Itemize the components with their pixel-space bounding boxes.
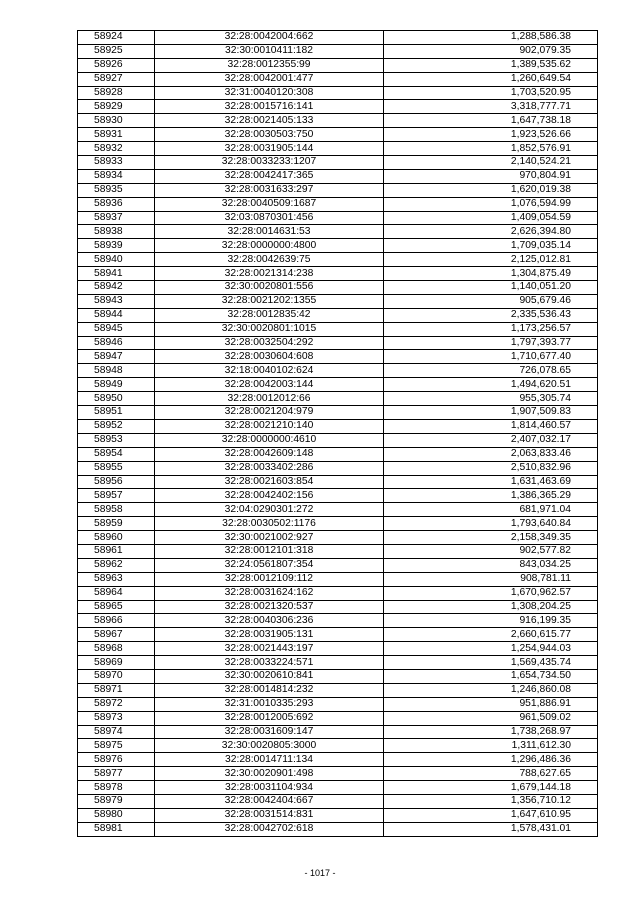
cadastral-number-cell: 32:30:0020801:556	[155, 281, 384, 295]
row-number-cell: 58932	[78, 142, 155, 156]
table-row	[78, 461, 598, 475]
amount-cell: 2,063,833.46	[384, 447, 598, 461]
cadastral-number-cell: 32:28:0042417:365	[155, 169, 384, 183]
row-number-cell: 58981	[78, 822, 155, 836]
amount-cell: 1,670,962.57	[384, 586, 598, 600]
amount-cell: 788,627.65	[384, 767, 598, 781]
cadastral-number-cell: 32:28:0042702:618	[155, 822, 384, 836]
table-row	[78, 322, 598, 336]
table-row	[78, 767, 598, 781]
table-row	[78, 433, 598, 447]
row-number-cell: 58960	[78, 531, 155, 545]
cadastral-number-cell: 32:28:0012101:318	[155, 544, 384, 558]
table-row	[78, 308, 598, 322]
cadastral-number-cell: 32:03:0870301:456	[155, 211, 384, 225]
table-row	[78, 364, 598, 378]
table-row	[78, 781, 598, 795]
table-body	[78, 31, 598, 837]
row-number-cell: 58965	[78, 600, 155, 614]
table-row	[78, 156, 598, 170]
row-number-cell: 58942	[78, 281, 155, 295]
amount-cell: 1,852,576.91	[384, 142, 598, 156]
table-row	[78, 656, 598, 670]
table-row	[78, 142, 598, 156]
amount-cell: 1,308,204.25	[384, 600, 598, 614]
cadastral-number-cell: 32:31:0040120:308	[155, 86, 384, 100]
amount-cell: 1,569,435.74	[384, 656, 598, 670]
row-number-cell: 58968	[78, 642, 155, 656]
row-number-cell: 58955	[78, 461, 155, 475]
table-row	[78, 378, 598, 392]
row-number-cell: 58940	[78, 253, 155, 267]
row-number-cell: 58930	[78, 114, 155, 128]
amount-cell: 1,246,860.08	[384, 683, 598, 697]
row-number-cell: 58958	[78, 503, 155, 517]
amount-cell: 1,710,677.40	[384, 350, 598, 364]
table-row	[78, 225, 598, 239]
row-number-cell: 58971	[78, 683, 155, 697]
amount-cell: 1,173,256.57	[384, 322, 598, 336]
row-number-cell: 58977	[78, 767, 155, 781]
cadastral-number-cell: 32:30:0010411:182	[155, 44, 384, 58]
row-number-cell: 58938	[78, 225, 155, 239]
amount-cell: 908,781.11	[384, 572, 598, 586]
amount-cell: 1,288,586.38	[384, 31, 598, 45]
row-number-cell: 58967	[78, 628, 155, 642]
cadastral-number-cell: 32:28:0042001:477	[155, 72, 384, 86]
amount-cell: 1,304,875.49	[384, 267, 598, 281]
table-row	[78, 197, 598, 211]
row-number-cell: 58946	[78, 336, 155, 350]
cadastral-number-cell: 32:28:0031609:147	[155, 725, 384, 739]
table-row	[78, 711, 598, 725]
cadastral-number-cell: 32:18:0040102:624	[155, 364, 384, 378]
amount-cell: 1,254,944.03	[384, 642, 598, 656]
table-row	[78, 128, 598, 142]
table-row	[78, 517, 598, 531]
amount-cell: 843,034.25	[384, 558, 598, 572]
amount-cell: 2,407,032.17	[384, 433, 598, 447]
amount-cell: 1,311,612.30	[384, 739, 598, 753]
table-row	[78, 350, 598, 364]
amount-cell: 905,679.46	[384, 294, 598, 308]
row-number-cell: 58959	[78, 517, 155, 531]
row-number-cell: 58961	[78, 544, 155, 558]
amount-cell: 1,647,610.95	[384, 808, 598, 822]
cadastral-number-cell: 32:28:0021202:1355	[155, 294, 384, 308]
table-row	[78, 72, 598, 86]
table-row	[78, 822, 598, 836]
table-row	[78, 336, 598, 350]
cadastral-number-cell: 32:28:0042609:148	[155, 447, 384, 461]
amount-cell: 916,199.35	[384, 614, 598, 628]
row-number-cell: 58925	[78, 44, 155, 58]
amount-cell: 970,804.91	[384, 169, 598, 183]
amount-cell: 1,296,486.36	[384, 753, 598, 767]
row-number-cell: 58947	[78, 350, 155, 364]
cadastral-number-cell: 32:28:0012005:692	[155, 711, 384, 725]
cadastral-number-cell: 32:28:0021405:133	[155, 114, 384, 128]
amount-cell: 1,923,526.66	[384, 128, 598, 142]
row-number-cell: 58956	[78, 475, 155, 489]
table-row	[78, 58, 598, 72]
cadastral-number-cell: 32:28:0033402:286	[155, 461, 384, 475]
amount-cell: 1,907,509.83	[384, 406, 598, 420]
row-number-cell: 58963	[78, 572, 155, 586]
table-row	[78, 683, 598, 697]
cadastral-number-cell: 32:28:0030502:1176	[155, 517, 384, 531]
amount-cell: 902,079.35	[384, 44, 598, 58]
amount-cell: 2,510,832.96	[384, 461, 598, 475]
amount-cell: 1,389,535.62	[384, 58, 598, 72]
row-number-cell: 58970	[78, 669, 155, 683]
row-number-cell: 58957	[78, 489, 155, 503]
cadastral-number-cell: 32:30:0020901:498	[155, 767, 384, 781]
cadastral-number-cell: 32:28:0021443:197	[155, 642, 384, 656]
row-number-cell: 58936	[78, 197, 155, 211]
cadastral-number-cell: 32:28:0042639:75	[155, 253, 384, 267]
table-row	[78, 183, 598, 197]
row-number-cell: 58926	[78, 58, 155, 72]
amount-cell: 1,356,710.12	[384, 794, 598, 808]
row-number-cell: 58954	[78, 447, 155, 461]
row-number-cell: 58924	[78, 31, 155, 45]
table-row	[78, 44, 598, 58]
cadastral-number-cell: 32:28:0031514:831	[155, 808, 384, 822]
amount-cell: 2,660,615.77	[384, 628, 598, 642]
row-number-cell: 58927	[78, 72, 155, 86]
amount-cell: 1,814,460.57	[384, 419, 598, 433]
amount-cell: 955,305.74	[384, 392, 598, 406]
row-number-cell: 58973	[78, 711, 155, 725]
amount-cell: 1,797,393.77	[384, 336, 598, 350]
table-row	[78, 572, 598, 586]
cadastral-number-cell: 32:28:0033233:1207	[155, 156, 384, 170]
table-row	[78, 739, 598, 753]
table-row	[78, 628, 598, 642]
table-row	[78, 406, 598, 420]
table-row	[78, 475, 598, 489]
table-row	[78, 503, 598, 517]
amount-cell: 1,260,649.54	[384, 72, 598, 86]
cadastral-number-cell: 32:30:0020610:841	[155, 669, 384, 683]
cadastral-number-cell: 32:31:0010335:293	[155, 697, 384, 711]
table-row	[78, 725, 598, 739]
amount-cell: 2,335,536.43	[384, 308, 598, 322]
cadastral-number-cell: 32:28:0031905:144	[155, 142, 384, 156]
amount-cell: 1,793,640.84	[384, 517, 598, 531]
data-table	[77, 30, 598, 837]
row-number-cell: 58944	[78, 308, 155, 322]
page-number: - 1017 -	[304, 868, 336, 878]
table-row	[78, 531, 598, 545]
table-row	[78, 642, 598, 656]
row-number-cell: 58935	[78, 183, 155, 197]
table-row	[78, 294, 598, 308]
cadastral-number-cell: 32:28:0030604:608	[155, 350, 384, 364]
cadastral-number-cell: 32:30:0020801:1015	[155, 322, 384, 336]
cadastral-number-cell: 32:28:0030503:750	[155, 128, 384, 142]
cadastral-number-cell: 32:28:0014814:232	[155, 683, 384, 697]
row-number-cell: 58941	[78, 267, 155, 281]
row-number-cell: 58943	[78, 294, 155, 308]
row-number-cell: 58980	[78, 808, 155, 822]
row-number-cell: 58939	[78, 239, 155, 253]
cadastral-number-cell: 32:28:0031624:162	[155, 586, 384, 600]
table-row	[78, 558, 598, 572]
row-number-cell: 58962	[78, 558, 155, 572]
amount-cell: 2,125,012.81	[384, 253, 598, 267]
cadastral-number-cell: 32:28:0012012:66	[155, 392, 384, 406]
amount-cell: 681,971.04	[384, 503, 598, 517]
cadastral-number-cell: 32:28:0021603:854	[155, 475, 384, 489]
amount-cell: 1,386,365.29	[384, 489, 598, 503]
table-row	[78, 600, 598, 614]
amount-cell: 1,647,738.18	[384, 114, 598, 128]
cadastral-number-cell: 32:28:0012355:99	[155, 58, 384, 72]
cadastral-number-cell: 32:28:0031905:131	[155, 628, 384, 642]
cadastral-number-cell: 32:04:0290301:272	[155, 503, 384, 517]
cadastral-number-cell: 32:28:0042004:662	[155, 31, 384, 45]
cadastral-number-cell: 32:28:0040509:1687	[155, 197, 384, 211]
table-row	[78, 669, 598, 683]
table-row	[78, 31, 598, 45]
row-number-cell: 58948	[78, 364, 155, 378]
table-row	[78, 169, 598, 183]
cadastral-number-cell: 32:28:0012109:112	[155, 572, 384, 586]
row-number-cell: 58979	[78, 794, 155, 808]
table-row	[78, 281, 598, 295]
amount-cell: 3,318,777.71	[384, 100, 598, 114]
cadastral-number-cell: 32:28:0042003:144	[155, 378, 384, 392]
table-row	[78, 614, 598, 628]
cadastral-number-cell: 32:28:0014631:53	[155, 225, 384, 239]
row-number-cell: 58933	[78, 156, 155, 170]
table-row	[78, 86, 598, 100]
cadastral-number-cell: 32:28:0015716:141	[155, 100, 384, 114]
table-row	[78, 419, 598, 433]
amount-cell: 1,738,268.97	[384, 725, 598, 739]
table-row	[78, 239, 598, 253]
cadastral-number-cell: 32:28:0031633:297	[155, 183, 384, 197]
cadastral-number-cell: 32:28:0033224:571	[155, 656, 384, 670]
table-row	[78, 753, 598, 767]
row-number-cell: 58978	[78, 781, 155, 795]
row-number-cell: 58964	[78, 586, 155, 600]
table-row	[78, 211, 598, 225]
amount-cell: 1,679,144.18	[384, 781, 598, 795]
cadastral-number-cell: 32:24:0561807:354	[155, 558, 384, 572]
row-number-cell: 58929	[78, 100, 155, 114]
cadastral-number-cell: 32:28:0032504:292	[155, 336, 384, 350]
row-number-cell: 58950	[78, 392, 155, 406]
cadastral-number-cell: 32:28:0021314:238	[155, 267, 384, 281]
cadastral-number-cell: 32:30:0021002:927	[155, 531, 384, 545]
table-row	[78, 586, 598, 600]
table-row	[78, 697, 598, 711]
amount-cell: 1,140,051.20	[384, 281, 598, 295]
cadastral-number-cell: 32:28:0042402:156	[155, 489, 384, 503]
table-row	[78, 267, 598, 281]
amount-cell: 2,140,524.21	[384, 156, 598, 170]
amount-cell: 1,494,620.51	[384, 378, 598, 392]
row-number-cell: 58945	[78, 322, 155, 336]
amount-cell: 1,076,594.99	[384, 197, 598, 211]
row-number-cell: 58928	[78, 86, 155, 100]
row-number-cell: 58966	[78, 614, 155, 628]
cadastral-number-cell: 32:28:0021210:140	[155, 419, 384, 433]
row-number-cell: 58951	[78, 406, 155, 420]
amount-cell: 1,631,463.69	[384, 475, 598, 489]
table-row	[78, 114, 598, 128]
amount-cell: 1,578,431.01	[384, 822, 598, 836]
table-row	[78, 808, 598, 822]
amount-cell: 2,626,394.80	[384, 225, 598, 239]
cadastral-number-cell: 32:28:0040306:236	[155, 614, 384, 628]
amount-cell: 902,577.82	[384, 544, 598, 558]
cadastral-number-cell: 32:28:0000000:4800	[155, 239, 384, 253]
amount-cell: 961,509.02	[384, 711, 598, 725]
row-number-cell: 58972	[78, 697, 155, 711]
table-row	[78, 544, 598, 558]
amount-cell: 1,654,734.50	[384, 669, 598, 683]
row-number-cell: 58975	[78, 739, 155, 753]
cadastral-number-cell: 32:28:0042404:667	[155, 794, 384, 808]
amount-cell: 1,703,520.95	[384, 86, 598, 100]
amount-cell: 1,620,019.38	[384, 183, 598, 197]
cadastral-number-cell: 32:28:0021204:979	[155, 406, 384, 420]
table-row	[78, 794, 598, 808]
amount-cell: 951,886.91	[384, 697, 598, 711]
cadastral-number-cell: 32:28:0014711:134	[155, 753, 384, 767]
cadastral-number-cell: 32:28:0021320:537	[155, 600, 384, 614]
table-row	[78, 100, 598, 114]
table-row	[78, 253, 598, 267]
row-number-cell: 58937	[78, 211, 155, 225]
row-number-cell: 58934	[78, 169, 155, 183]
cadastral-number-cell: 32:28:0012835:42	[155, 308, 384, 322]
table-row	[78, 392, 598, 406]
amount-cell: 1,709,035.14	[384, 239, 598, 253]
cadastral-number-cell: 32:30:0020805:3000	[155, 739, 384, 753]
row-number-cell: 58974	[78, 725, 155, 739]
amount-cell: 2,158,349.35	[384, 531, 598, 545]
amount-cell: 726,078.65	[384, 364, 598, 378]
row-number-cell: 58976	[78, 753, 155, 767]
table-row	[78, 447, 598, 461]
cadastral-number-cell: 32:28:0000000:4610	[155, 433, 384, 447]
row-number-cell: 58931	[78, 128, 155, 142]
row-number-cell: 58952	[78, 419, 155, 433]
table-row	[78, 489, 598, 503]
amount-cell: 1,409,054.59	[384, 211, 598, 225]
row-number-cell: 58949	[78, 378, 155, 392]
row-number-cell: 58953	[78, 433, 155, 447]
cadastral-number-cell: 32:28:0031104:934	[155, 781, 384, 795]
row-number-cell: 58969	[78, 656, 155, 670]
